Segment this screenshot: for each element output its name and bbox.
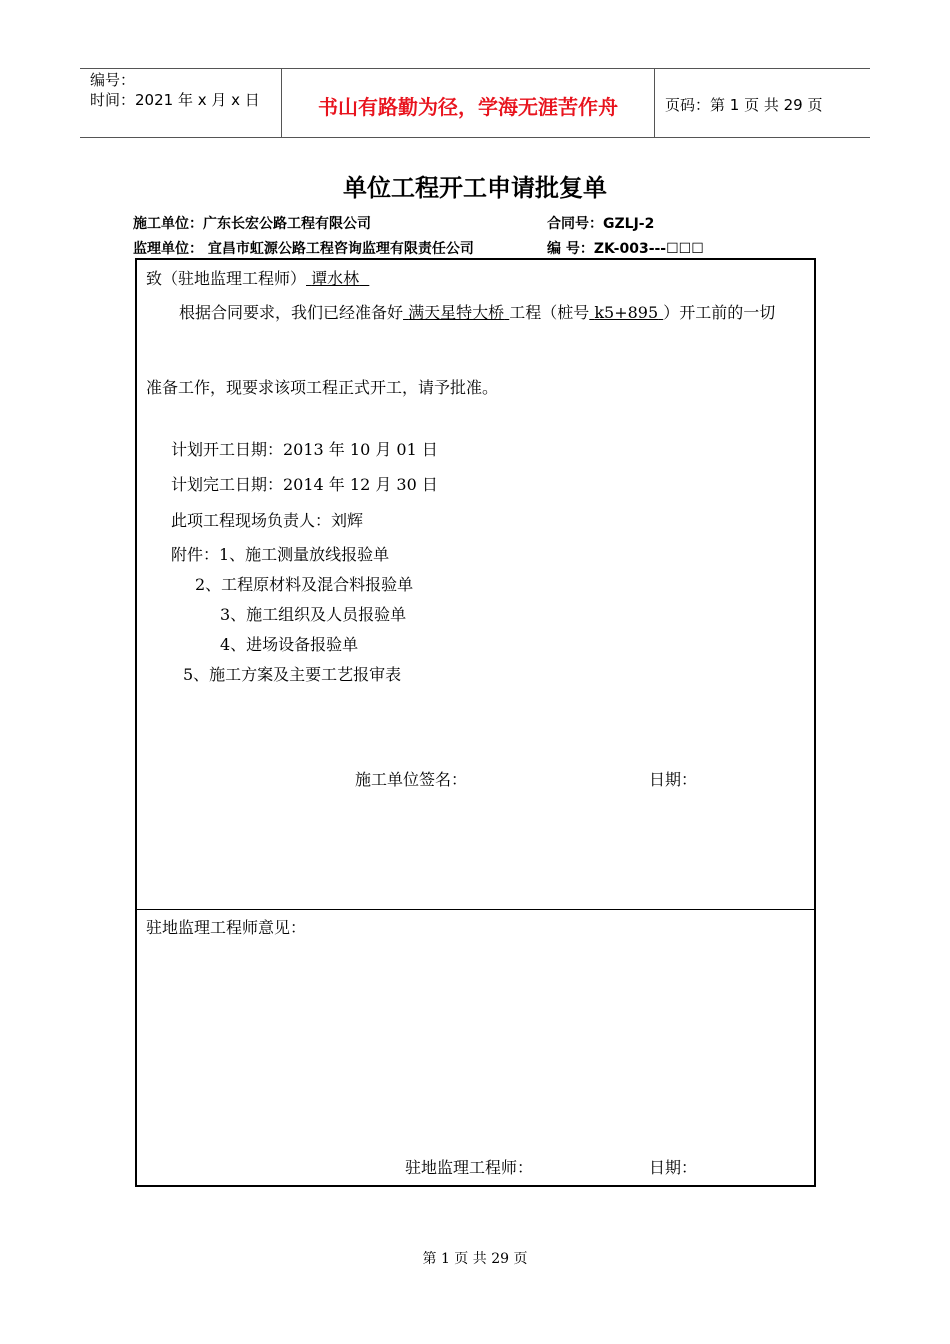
document-time: 时间：2021 年 x 月 x 日 — [90, 91, 260, 109]
planned-end-date: 计划完工日期：2014 年 12 月 30 日 — [171, 475, 438, 494]
attachment-item: 附件：1、施工测量放线报验单 — [171, 545, 390, 564]
contractor-date-label: 日期： — [649, 770, 698, 789]
recipient-prefix: 致（驻地监理工程师） — [146, 269, 307, 288]
stake-number: k5+895 — [594, 303, 659, 322]
supervisor-info: 监理单位： 宜昌市虹源公路工程咨询监理有限责任公司 — [133, 241, 474, 257]
engineer-opinion-label: 驻地监理工程师意见： — [146, 918, 307, 937]
header-slogan-cell — [282, 69, 655, 137]
recipient-name: 谭水林 — [311, 269, 360, 288]
site-lead: 此项工程现场负责人：刘辉 — [171, 511, 364, 530]
section-divider — [137, 909, 814, 910]
document-number: 编号： — [90, 71, 136, 89]
page-info: 页码：第 1 页 共 29 页 — [665, 96, 823, 114]
page-header — [80, 68, 870, 138]
contract-number: 合同号：GZLJ-2 — [547, 216, 655, 232]
application-form — [135, 258, 816, 1187]
planned-start-date: 计划开工日期：2013 年 10 月 01 日 — [171, 440, 438, 459]
attachment-item: 2、工程原材料及混合料报验单 — [195, 575, 414, 594]
header-meta-cell — [80, 69, 282, 137]
attachment-item: 5、施工方案及主要工艺报审表 — [183, 665, 402, 684]
serial-number: 编 号：ZK-003---☐☐☐ — [547, 241, 704, 257]
request-paragraph: 根据合同要求，我们已经准备好 满天星特大桥 工程（桩号 k5+895 ）开工前的一切 — [179, 303, 776, 322]
header-page-cell — [655, 69, 870, 137]
recipient-line — [146, 266, 369, 289]
attachment-item: 4、进场设备报验单 — [220, 635, 359, 654]
engineer-signature-label: 驻地监理工程师： — [405, 1158, 534, 1177]
page-footer: 第 1 页 共 29 页 — [422, 1251, 528, 1267]
request-paragraph-continued: 准备工作，现要求该项工程正式开工，请予批准。 — [146, 378, 499, 397]
contractor-signature-label: 施工单位签名： — [355, 770, 468, 789]
project-name: 满天星特大桥 — [408, 303, 505, 322]
engineer-date-label: 日期： — [649, 1158, 698, 1177]
slogan: 书山有路勤为径，学海无涯苦作舟 — [318, 95, 618, 119]
page-title: 单位工程开工申请批复单 — [343, 174, 607, 202]
attachment-item: 3、施工组织及人员报验单 — [220, 605, 407, 624]
contractor-info: 施工单位：广东长宏公路工程有限公司 — [133, 216, 371, 232]
